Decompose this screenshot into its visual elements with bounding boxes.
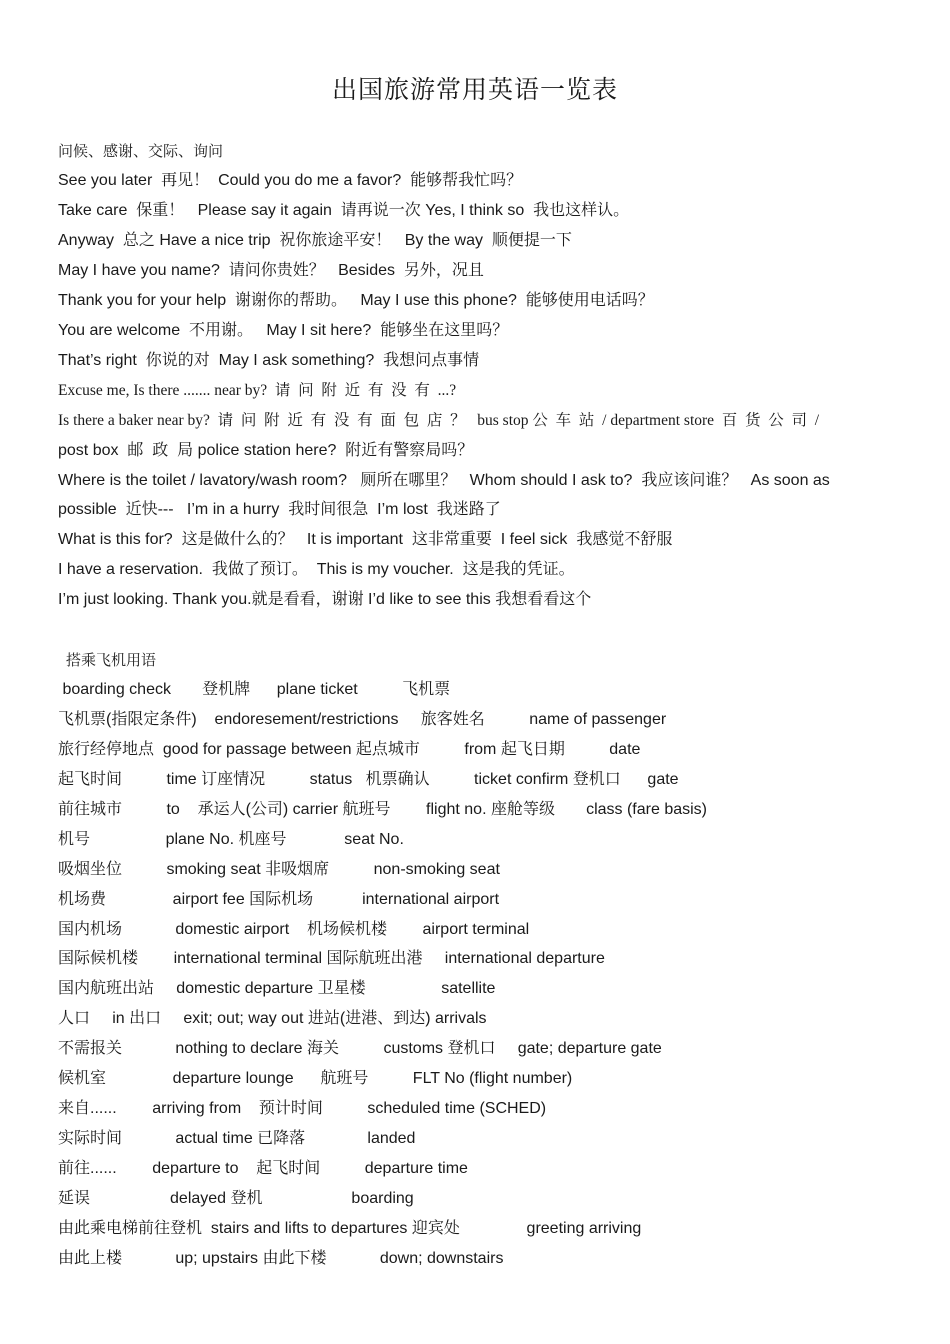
text-line: 机场费 airport fee 国际机场 international airport [58,891,500,908]
text-line: You are welcome 不用谢。 May I sit here? 能够坐在这里吗？ [58,322,509,339]
text-line: 不需报关 nothing to declare 海关 customs 登机口 gate; departure gate [58,1040,662,1057]
text-line: 飞机票(指限定条件) endoresement/restrictions 旅客姓名 name of passenger [58,711,667,728]
text-line: 旅行经停地点 good for passage between 起点城市 from 起飞日期 date [58,741,641,758]
text-line: 国内航班出站 domestic departure 卫星楼 satellite [58,980,496,997]
text-line: boarding check 登机牌 plane ticket 飞机票 [58,681,451,698]
text-line: 由此上楼 up; upstairs 由此下楼 down; downstairs [58,1250,504,1267]
text-line: That’s right 你说的对 May I ask something? 我想问点事情 [58,352,480,369]
text-line: 国际候机楼 international terminal 国际航班出港 international departure [58,950,605,967]
text-line: 前往城市 to 承运人(公司) carrier 航班号 flight no. 座舱等级 class (fare basis) [58,801,707,818]
text-line: 机号 plane No. 机座号 seat No. [58,831,404,848]
section-heading-greetings: 问候、感谢、交际、询问 [58,142,224,160]
text-line: I have a reservation. 我做了预订。 This is my voucher. 这是我的凭证。 [58,561,575,578]
text-line: See you later 再见！ Could you do me a favor? 能够帮我忙吗？ [58,172,523,189]
text-line: 人口 in 出口 exit; out; way out 进站(进港、到达) arrivals [58,1010,487,1027]
section-heading-flight: 搭乘飞机用语 [66,651,157,669]
text-line: 国内机场 domestic airport 机场候机楼 airport terminal [58,921,530,938]
text-line: Is there a baker near by? 请 问 附 近 有 没 有 面 包 店 ？ bus stop 公 车 站 / department store 百 货 公 司 / [58,412,820,429]
page-title: 出国旅游常用英语一览表 [331,75,618,104]
text-line: possible 近快--- I’m in a hurry 我时间很急 I’m lost 我迷路了 [58,501,501,518]
text-line: 起飞时间 time 订座情况 status 机票确认 ticket confirm 登机口 gate [58,771,679,788]
text-line: 延误 delayed 登机 boarding [58,1190,414,1207]
text-line: 吸烟坐位 smoking seat 非吸烟席 non-smoking seat [58,861,500,878]
text-line: Thank you for your help 谢谢你的帮助。 May I use this phone? 能够使用电话吗？ [58,292,654,309]
text-line: 实际时间 actual time 已降落 landed [58,1130,416,1147]
text-line: post box 邮 政 局 police station here? 附近有警察局吗？ [58,442,474,459]
text-line: What is this for? 这是做什么的？ It is important 这非常重要 I feel sick 我感觉不舒服 [58,531,673,548]
text-line: Anyway 总之 Have a nice trip 祝你旅途平安！ By the way 顺便提一下 [58,232,572,249]
text-line: I’m just looking. Thank you.就是看看，谢谢 I’d like to see this 我想看看这个 [58,591,592,608]
text-line: Where is the toilet / lavatory/wash room? 厕所在哪里？ Whom should I ask to? 我应该问谁？ As soon as [58,472,830,489]
text-line: May I have you name? 请问你贵姓？ Besides 另外，况且 [58,262,484,279]
text-line: 由此乘电梯前往登机 stairs and lifts to departures 迎宾处 greeting arriving [58,1220,642,1237]
text-line: 前往...... departure to 起飞时间 departure time [58,1160,468,1177]
text-line: 来自...... arriving from 预计时间 scheduled time (SCHED) [58,1100,547,1117]
text-line: Take care 保重！ Please say it again 请再说一次 Yes, I think so 我也这样认。 [58,202,630,219]
text-line: Excuse me, Is there ....... near by? 请 问 附 近 有 没 有 ...? [58,382,457,399]
text-line: 候机室 departure lounge 航班号 FLT No (flight number) [58,1070,573,1087]
